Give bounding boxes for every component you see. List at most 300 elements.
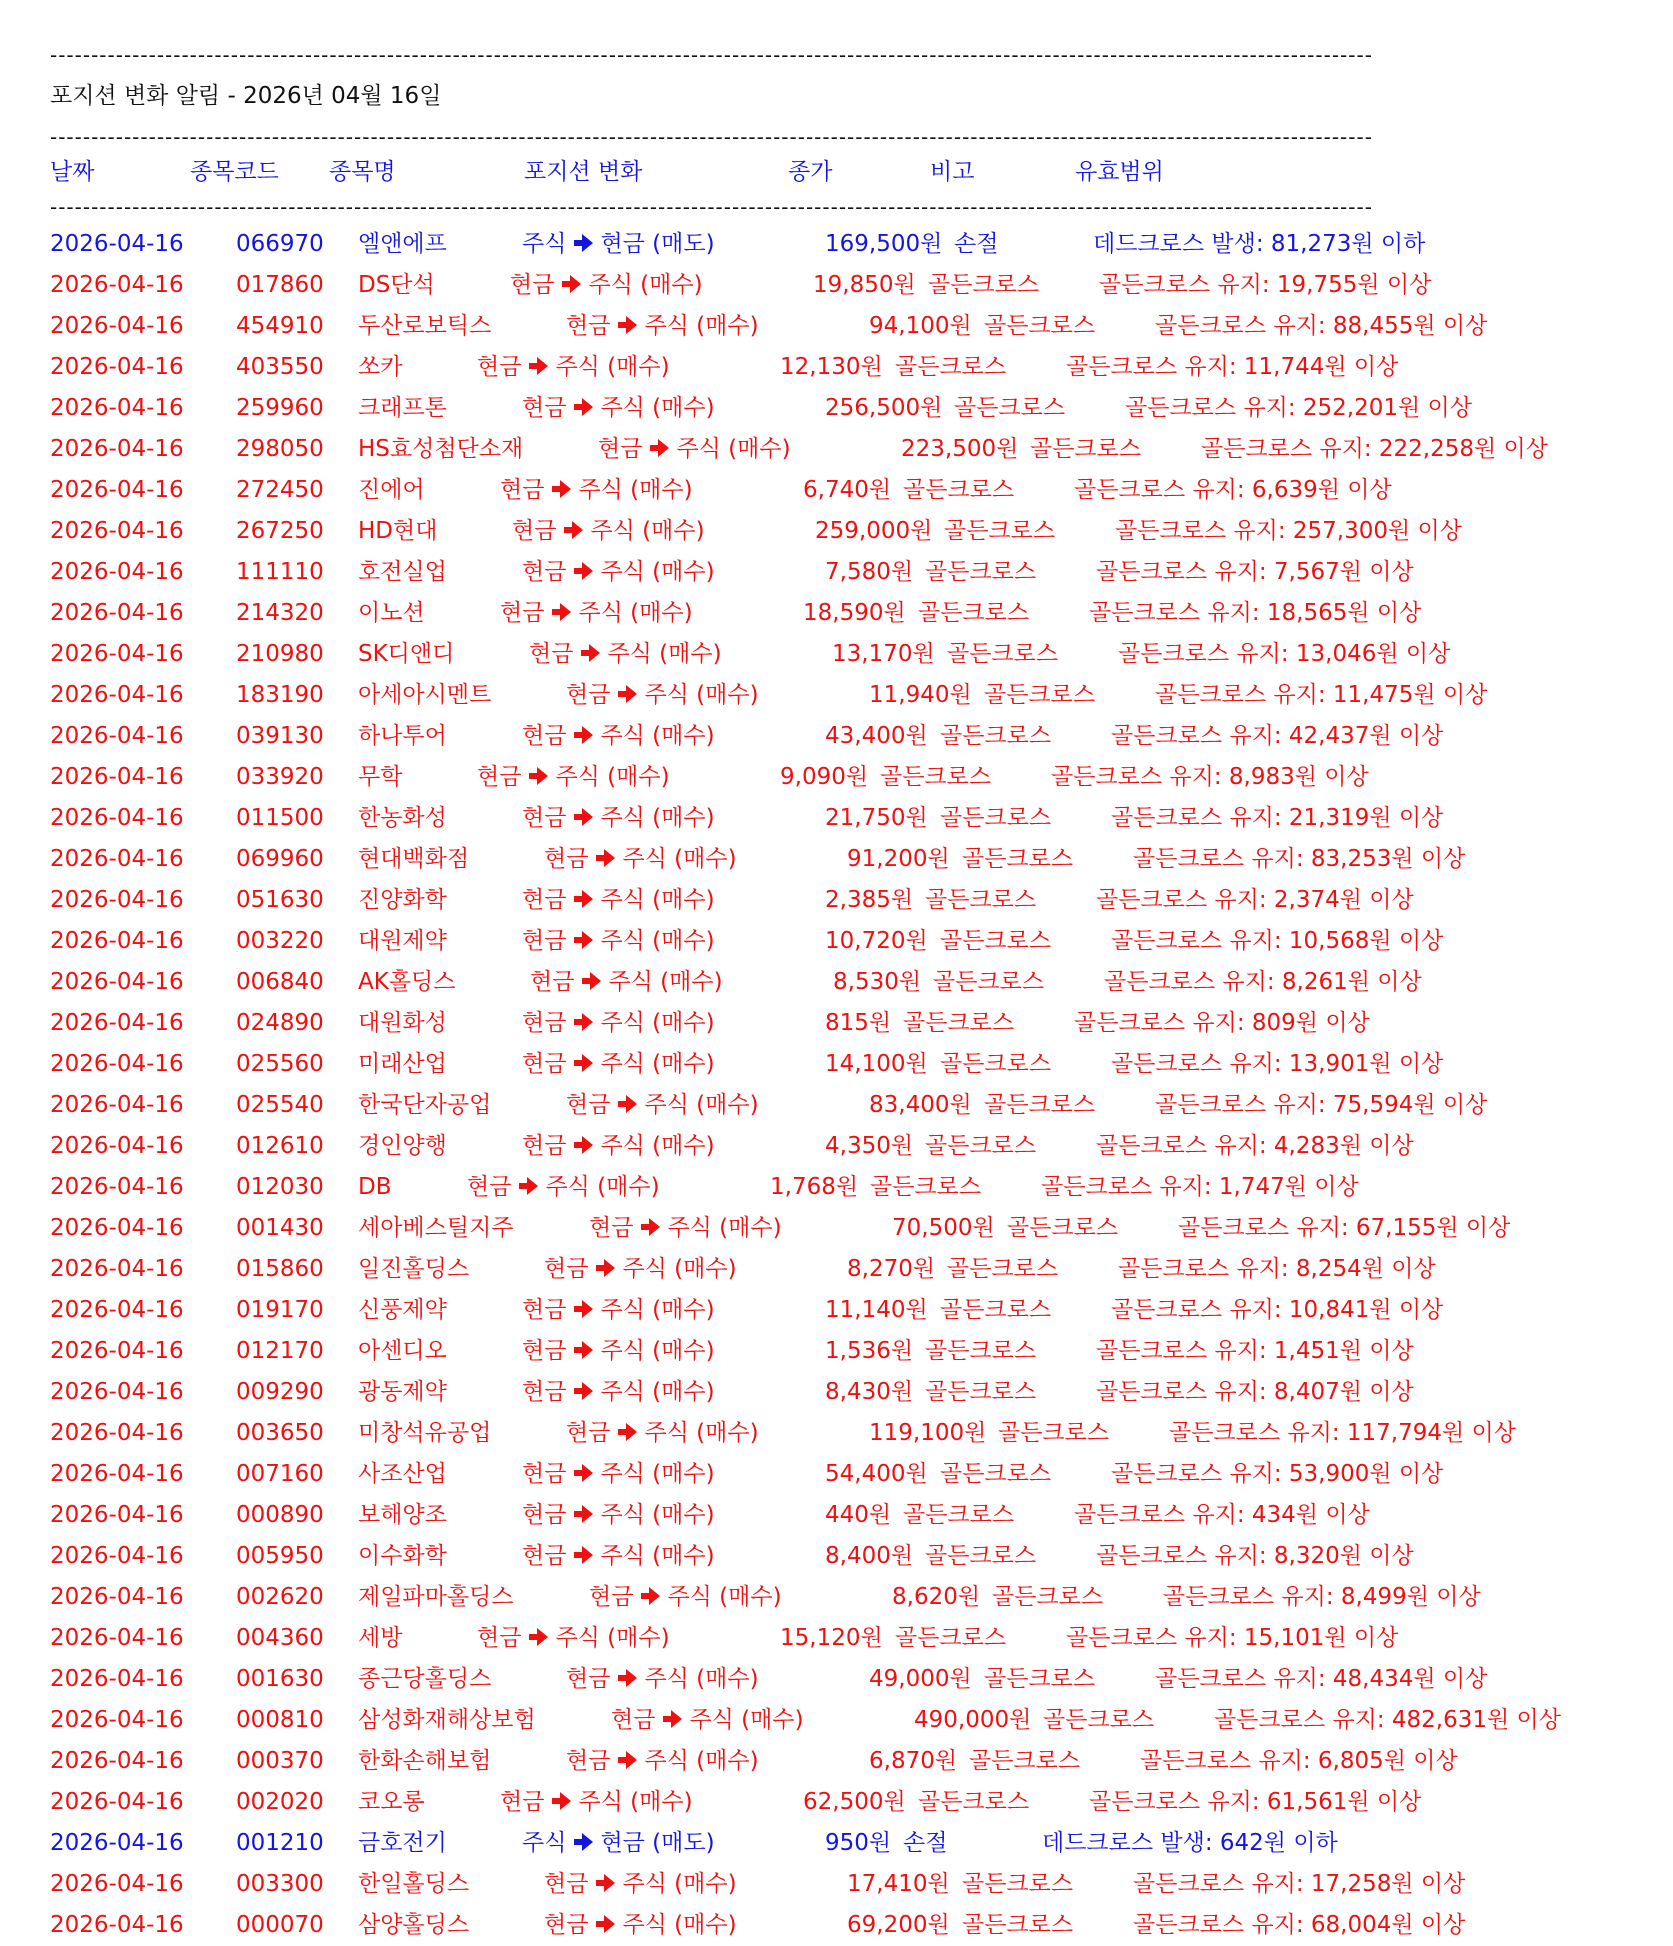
row-position-change bbox=[544, 1249, 737, 1290]
row-to: 주식 (매수) bbox=[644, 682, 759, 708]
right-arrow-icon bbox=[572, 560, 594, 582]
row-position-change bbox=[512, 511, 705, 552]
row-note: 골든크로스 bbox=[944, 518, 1056, 544]
row-note: 골든크로스 bbox=[903, 1502, 1015, 1528]
row-name: 삼성화재해상보험 bbox=[358, 1707, 536, 1733]
row-code: 002620 bbox=[236, 1584, 324, 1610]
row-note: 골든크로스 bbox=[992, 1584, 1104, 1610]
row-name: 종근당홀딩스 bbox=[358, 1666, 492, 1692]
row-to: 주식 (매수) bbox=[545, 1174, 660, 1200]
row-valid-range: 골든크로스 유지: 88,455원 이상 bbox=[1155, 313, 1488, 339]
table-row bbox=[50, 388, 1650, 429]
row-date: 2026-04-16 bbox=[50, 272, 184, 298]
table-row bbox=[50, 880, 1650, 921]
row-valid-range: 골든크로스 유지: 809원 이상 bbox=[1074, 1010, 1370, 1036]
row-from: 현금 bbox=[566, 1666, 611, 1692]
row-position-change bbox=[566, 1741, 759, 1782]
row-note: 골든크로스 bbox=[998, 1420, 1110, 1446]
table-row bbox=[50, 1782, 1650, 1823]
row-name: 미래산업 bbox=[358, 1051, 447, 1077]
row-name: 한농화성 bbox=[358, 805, 447, 831]
row-name: 금호전기 bbox=[358, 1830, 447, 1856]
row-code: 033920 bbox=[236, 764, 324, 790]
row-close-price: 70,500원 bbox=[892, 1215, 995, 1241]
row-date: 2026-04-16 bbox=[50, 1215, 184, 1241]
row-to: 주식 (매수) bbox=[667, 1584, 782, 1610]
row-note: 골든크로스 bbox=[984, 682, 1096, 708]
header-date: 날짜 bbox=[50, 159, 95, 185]
row-to: 주식 (매수) bbox=[644, 1092, 759, 1118]
right-arrow-icon bbox=[661, 1708, 683, 1730]
alert-document bbox=[50, 44, 1650, 1946]
right-arrow-icon bbox=[572, 888, 594, 910]
row-valid-range: 골든크로스 유지: 8,983원 이상 bbox=[1051, 764, 1369, 790]
row-valid-range: 골든크로스 유지: 15,101원 이상 bbox=[1066, 1625, 1399, 1651]
row-note: 골든크로스 bbox=[962, 1912, 1074, 1938]
row-date: 2026-04-16 bbox=[50, 682, 184, 708]
row-valid-range: 골든크로스 유지: 11,744원 이상 bbox=[1066, 354, 1399, 380]
row-position-change bbox=[598, 429, 791, 470]
row-note: 골든크로스 bbox=[940, 928, 1052, 954]
row-from: 현금 bbox=[512, 518, 557, 544]
row-valid-range: 골든크로스 유지: 11,475원 이상 bbox=[1155, 682, 1488, 708]
right-arrow-icon bbox=[550, 1790, 572, 1812]
table-row bbox=[50, 470, 1650, 511]
row-from: 현금 bbox=[589, 1215, 634, 1241]
row-name: 보해양조 bbox=[358, 1502, 447, 1528]
row-date: 2026-04-16 bbox=[50, 887, 184, 913]
row-from: 현금 bbox=[544, 1871, 589, 1897]
row-to: 주식 (매수) bbox=[600, 928, 715, 954]
row-date: 2026-04-16 bbox=[50, 1092, 184, 1118]
row-to: 주식 (매수) bbox=[600, 1338, 715, 1364]
row-valid-range: 골든크로스 유지: 53,900원 이상 bbox=[1111, 1461, 1444, 1487]
row-from: 현금 bbox=[522, 1051, 567, 1077]
right-arrow-icon bbox=[572, 232, 594, 254]
row-code: 183190 bbox=[236, 682, 324, 708]
table-row bbox=[50, 1659, 1650, 1700]
row-valid-range: 골든크로스 유지: 68,004원 이상 bbox=[1133, 1912, 1466, 1938]
row-from: 현금 bbox=[522, 1338, 567, 1364]
row-to: 주식 (매수) bbox=[578, 600, 693, 626]
right-arrow-icon bbox=[517, 1175, 539, 1197]
row-from: 현금 bbox=[522, 1502, 567, 1528]
row-close-price: 69,200원 bbox=[847, 1912, 950, 1938]
row-to: 현금 (매도) bbox=[600, 231, 715, 257]
header-range: 유효범위 bbox=[1075, 159, 1164, 185]
header-change: 포지션 변화 bbox=[524, 159, 643, 185]
row-position-change bbox=[522, 1126, 715, 1167]
row-code: 272450 bbox=[236, 477, 324, 503]
row-note: 골든크로스 bbox=[984, 1666, 1096, 1692]
row-date: 2026-04-16 bbox=[50, 1543, 184, 1569]
row-date: 2026-04-16 bbox=[50, 928, 184, 954]
row-name: 사조산업 bbox=[358, 1461, 447, 1487]
row-from: 현금 bbox=[611, 1707, 656, 1733]
row-note: 골든크로스 bbox=[870, 1174, 982, 1200]
row-date: 2026-04-16 bbox=[50, 723, 184, 749]
table-row bbox=[50, 1536, 1650, 1577]
row-date: 2026-04-16 bbox=[50, 477, 184, 503]
row-close-price: 15,120원 bbox=[780, 1625, 883, 1651]
row-code: 259960 bbox=[236, 395, 324, 421]
row-position-change bbox=[530, 962, 723, 1003]
table-row bbox=[50, 798, 1650, 839]
table-row bbox=[50, 1044, 1650, 1085]
row-code: 006840 bbox=[236, 969, 324, 995]
table-row bbox=[50, 1331, 1650, 1372]
row-name: 세아베스틸지주 bbox=[358, 1215, 514, 1241]
row-from: 현금 bbox=[477, 764, 522, 790]
row-code: 005950 bbox=[236, 1543, 324, 1569]
row-note: 골든크로스 bbox=[895, 1625, 1007, 1651]
row-note: 골든크로스 bbox=[947, 1256, 1059, 1282]
row-date: 2026-04-16 bbox=[50, 1625, 184, 1651]
row-valid-range: 골든크로스 유지: 6,639원 이상 bbox=[1074, 477, 1392, 503]
right-arrow-icon bbox=[616, 1749, 638, 1771]
row-date: 2026-04-16 bbox=[50, 1830, 184, 1856]
row-close-price: 2,385원 bbox=[825, 887, 914, 913]
row-position-change bbox=[522, 552, 715, 593]
row-close-price: 169,500원 bbox=[825, 231, 943, 257]
row-name: 한국단자공업 bbox=[358, 1092, 492, 1118]
row-position-change bbox=[589, 1577, 782, 1618]
row-close-price: 6,740원 bbox=[803, 477, 892, 503]
row-from: 현금 bbox=[522, 1133, 567, 1159]
row-note: 손절 bbox=[954, 231, 999, 257]
row-position-change bbox=[566, 1413, 759, 1454]
row-to: 주식 (매수) bbox=[600, 1543, 715, 1569]
row-from: 현금 bbox=[522, 1543, 567, 1569]
row-note: 골든크로스 bbox=[925, 1543, 1037, 1569]
row-close-price: 10,720원 bbox=[825, 928, 928, 954]
row-from: 현금 bbox=[477, 354, 522, 380]
alert-list bbox=[50, 224, 1650, 1946]
table-row bbox=[50, 1208, 1650, 1249]
row-code: 017860 bbox=[236, 272, 324, 298]
row-position-change bbox=[522, 1003, 715, 1044]
row-code: 111110 bbox=[236, 559, 324, 585]
right-arrow-icon bbox=[616, 1093, 638, 1115]
table-row bbox=[50, 1864, 1650, 1905]
header-code: 종목코드 bbox=[190, 159, 279, 185]
row-name: 두산로보틱스 bbox=[358, 313, 492, 339]
row-date: 2026-04-16 bbox=[50, 1379, 184, 1405]
row-close-price: 8,530원 bbox=[833, 969, 922, 995]
row-code: 012610 bbox=[236, 1133, 324, 1159]
row-to: 주식 (매수) bbox=[607, 641, 722, 667]
row-date: 2026-04-16 bbox=[50, 805, 184, 831]
right-arrow-icon bbox=[616, 314, 638, 336]
row-note: 골든크로스 bbox=[947, 641, 1059, 667]
row-code: 003220 bbox=[236, 928, 324, 954]
row-to: 주식 (매수) bbox=[600, 559, 715, 585]
row-name: AK홀딩스 bbox=[358, 969, 456, 995]
row-note: 골든크로스 bbox=[969, 1748, 1081, 1774]
row-name: 이노션 bbox=[358, 600, 425, 626]
row-code: 024890 bbox=[236, 1010, 324, 1036]
row-date: 2026-04-16 bbox=[50, 1256, 184, 1282]
row-code: 012170 bbox=[236, 1338, 324, 1364]
right-arrow-icon bbox=[616, 683, 638, 705]
row-close-price: 223,500원 bbox=[901, 436, 1019, 462]
row-name: 신풍제약 bbox=[358, 1297, 447, 1323]
row-date: 2026-04-16 bbox=[50, 1174, 184, 1200]
row-name: 세방 bbox=[358, 1625, 403, 1651]
row-valid-range: 골든크로스 유지: 13,901원 이상 bbox=[1111, 1051, 1444, 1077]
row-valid-range: 골든크로스 유지: 18,565원 이상 bbox=[1089, 600, 1422, 626]
row-position-change bbox=[522, 1290, 715, 1331]
table-header bbox=[50, 148, 1650, 196]
table-row bbox=[50, 429, 1650, 470]
right-arrow-icon bbox=[639, 1216, 661, 1238]
table-row bbox=[50, 1741, 1650, 1782]
row-position-change bbox=[522, 388, 715, 429]
row-position-change bbox=[500, 470, 693, 511]
header-note: 비고 bbox=[930, 159, 975, 185]
row-code: 015860 bbox=[236, 1256, 324, 1282]
row-date: 2026-04-16 bbox=[50, 1584, 184, 1610]
right-arrow-icon bbox=[616, 1667, 638, 1689]
row-to: 주식 (매수) bbox=[689, 1707, 804, 1733]
row-name: 미창석유공업 bbox=[358, 1420, 492, 1446]
row-from: 현금 bbox=[589, 1584, 634, 1610]
row-valid-range: 골든크로스 유지: 257,300원 이상 bbox=[1115, 518, 1462, 544]
row-name: 대원화성 bbox=[358, 1010, 447, 1036]
row-from: 현금 bbox=[477, 1625, 522, 1651]
row-to: 주식 (매수) bbox=[644, 1748, 759, 1774]
row-position-change bbox=[522, 224, 715, 265]
row-position-change bbox=[522, 921, 715, 962]
row-close-price: 7,580원 bbox=[825, 559, 914, 585]
right-arrow-icon bbox=[572, 1134, 594, 1156]
row-to: 주식 (매수) bbox=[600, 1051, 715, 1077]
row-note: 골든크로스 bbox=[984, 313, 1096, 339]
row-to: 주식 (매수) bbox=[600, 887, 715, 913]
row-to: 주식 (매수) bbox=[555, 764, 670, 790]
row-from: 현금 bbox=[544, 1912, 589, 1938]
row-date: 2026-04-16 bbox=[50, 846, 184, 872]
table-row bbox=[50, 224, 1650, 265]
row-code: 002020 bbox=[236, 1789, 324, 1815]
row-name: 진양화학 bbox=[358, 887, 447, 913]
row-from: 현금 bbox=[529, 641, 574, 667]
header-price: 종가 bbox=[788, 159, 833, 185]
row-note: 골든크로스 bbox=[925, 559, 1037, 585]
right-arrow-icon bbox=[527, 1626, 549, 1648]
row-close-price: 8,430원 bbox=[825, 1379, 914, 1405]
row-code: 003300 bbox=[236, 1871, 324, 1897]
row-code: 011500 bbox=[236, 805, 324, 831]
row-code: 019170 bbox=[236, 1297, 324, 1323]
table-row bbox=[50, 1823, 1650, 1864]
row-note: 골든크로스 bbox=[940, 805, 1052, 831]
row-note: 골든크로스 bbox=[895, 354, 1007, 380]
row-date: 2026-04-16 bbox=[50, 1010, 184, 1036]
row-valid-range: 골든크로스 유지: 8,261원 이상 bbox=[1104, 969, 1422, 995]
row-date: 2026-04-16 bbox=[50, 1461, 184, 1487]
row-to: 주식 (매수) bbox=[600, 1010, 715, 1036]
right-arrow-icon bbox=[580, 970, 602, 992]
right-arrow-icon bbox=[527, 355, 549, 377]
row-position-change bbox=[566, 1659, 759, 1700]
row-date: 2026-04-16 bbox=[50, 313, 184, 339]
row-position-change bbox=[500, 1782, 693, 1823]
row-valid-range: 골든크로스 유지: 13,046원 이상 bbox=[1118, 641, 1451, 667]
row-code: 025540 bbox=[236, 1092, 324, 1118]
row-code: 025560 bbox=[236, 1051, 324, 1077]
row-code: 403550 bbox=[236, 354, 324, 380]
row-from: 현금 bbox=[522, 887, 567, 913]
row-valid-range: 골든크로스 유지: 61,561원 이상 bbox=[1089, 1789, 1422, 1815]
table-row bbox=[50, 347, 1650, 388]
row-position-change bbox=[522, 1044, 715, 1085]
row-name: 호전실업 bbox=[358, 559, 447, 585]
row-note: 골든크로스 bbox=[1043, 1707, 1155, 1733]
row-close-price: 6,870원 bbox=[869, 1748, 958, 1774]
row-from: 현금 bbox=[522, 723, 567, 749]
row-position-change bbox=[522, 1454, 715, 1495]
row-code: 069960 bbox=[236, 846, 324, 872]
table-row bbox=[50, 921, 1650, 962]
row-date: 2026-04-16 bbox=[50, 600, 184, 626]
table-row bbox=[50, 1085, 1650, 1126]
right-arrow-icon bbox=[550, 601, 572, 623]
row-code: 214320 bbox=[236, 600, 324, 626]
row-valid-range: 골든크로스 유지: 1,451원 이상 bbox=[1096, 1338, 1414, 1364]
row-code: 000810 bbox=[236, 1707, 324, 1733]
row-to: 주식 (매수) bbox=[600, 1461, 715, 1487]
row-valid-range: 골든크로스 유지: 42,437원 이상 bbox=[1111, 723, 1444, 749]
row-position-change bbox=[477, 757, 670, 798]
row-note: 골든크로스 bbox=[940, 1461, 1052, 1487]
row-close-price: 11,940원 bbox=[869, 682, 972, 708]
row-valid-range: 골든크로스 유지: 222,258원 이상 bbox=[1201, 436, 1548, 462]
row-close-price: 49,000원 bbox=[869, 1666, 972, 1692]
row-close-price: 8,620원 bbox=[892, 1584, 981, 1610]
row-from: 현금 bbox=[500, 1789, 545, 1815]
row-from: 현금 bbox=[566, 313, 611, 339]
row-name: 제일파마홀딩스 bbox=[358, 1584, 514, 1610]
row-code: 012030 bbox=[236, 1174, 324, 1200]
row-position-change bbox=[522, 880, 715, 921]
right-arrow-icon bbox=[639, 1585, 661, 1607]
row-to: 주식 (매수) bbox=[590, 518, 705, 544]
row-code: 003650 bbox=[236, 1420, 324, 1446]
right-arrow-icon bbox=[594, 1913, 616, 1935]
table-row bbox=[50, 552, 1650, 593]
row-position-change bbox=[566, 675, 759, 716]
row-note: 손절 bbox=[903, 1830, 948, 1856]
row-to: 주식 (매수) bbox=[676, 436, 791, 462]
row-valid-range: 골든크로스 유지: 83,253원 이상 bbox=[1133, 846, 1466, 872]
row-valid-range: 골든크로스 유지: 6,805원 이상 bbox=[1140, 1748, 1458, 1774]
right-arrow-icon bbox=[562, 519, 584, 541]
row-close-price: 1,536원 bbox=[825, 1338, 914, 1364]
row-code: 210980 bbox=[236, 641, 324, 667]
row-name: 쏘카 bbox=[358, 354, 403, 380]
row-date: 2026-04-16 bbox=[50, 231, 184, 257]
row-to: 주식 (매수) bbox=[622, 1256, 737, 1282]
row-from: 현금 bbox=[544, 1256, 589, 1282]
row-code: 001630 bbox=[236, 1666, 324, 1692]
row-note: 골든크로스 bbox=[984, 1092, 1096, 1118]
row-code: 039130 bbox=[236, 723, 324, 749]
table-row bbox=[50, 1577, 1650, 1618]
row-to: 주식 (매수) bbox=[600, 723, 715, 749]
row-to: 주식 (매수) bbox=[588, 272, 703, 298]
row-position-change bbox=[477, 347, 670, 388]
row-to: 주식 (매수) bbox=[644, 1666, 759, 1692]
row-close-price: 9,090원 bbox=[780, 764, 869, 790]
row-from: 주식 bbox=[522, 1830, 567, 1856]
row-date: 2026-04-16 bbox=[50, 969, 184, 995]
table-row bbox=[50, 1290, 1650, 1331]
row-valid-range: 골든크로스 유지: 48,434원 이상 bbox=[1155, 1666, 1488, 1692]
row-valid-range: 데드크로스 발생: 81,273원 이하 bbox=[1093, 231, 1426, 257]
separator-line: ----------------------------------------------------------------------------------------------------------------------------------------------------------------- bbox=[50, 126, 1373, 148]
row-note: 골든크로스 bbox=[925, 1133, 1037, 1159]
row-name: 아세아시멘트 bbox=[358, 682, 492, 708]
page-title: 포지션 변화 알림 - 2026년 04월 16일 bbox=[50, 83, 442, 109]
row-from: 현금 bbox=[500, 600, 545, 626]
row-position-change bbox=[522, 1331, 715, 1372]
row-name: HS효성첨단소재 bbox=[358, 436, 524, 462]
row-name: 코오롱 bbox=[358, 1789, 425, 1815]
right-arrow-icon bbox=[572, 1052, 594, 1074]
table-row bbox=[50, 1618, 1650, 1659]
row-valid-range: 데드크로스 발생: 642원 이하 bbox=[1042, 1830, 1338, 1856]
right-arrow-icon bbox=[594, 1257, 616, 1279]
row-to: 주식 (매수) bbox=[600, 1297, 715, 1323]
right-arrow-icon bbox=[579, 642, 601, 664]
row-close-price: 91,200원 bbox=[847, 846, 950, 872]
right-arrow-icon bbox=[572, 1831, 594, 1853]
row-from: 현금 bbox=[522, 928, 567, 954]
row-from: 현금 bbox=[522, 805, 567, 831]
row-code: 454910 bbox=[236, 313, 324, 339]
row-close-price: 440원 bbox=[825, 1502, 892, 1528]
table-row bbox=[50, 1700, 1650, 1741]
row-position-change bbox=[522, 798, 715, 839]
row-name: 진에어 bbox=[358, 477, 425, 503]
table-row bbox=[50, 1249, 1650, 1290]
row-date: 2026-04-16 bbox=[50, 559, 184, 585]
row-from: 현금 bbox=[522, 1010, 567, 1036]
row-close-price: 119,100원 bbox=[869, 1420, 987, 1446]
row-valid-range: 골든크로스 유지: 8,254원 이상 bbox=[1118, 1256, 1436, 1282]
row-code: 004360 bbox=[236, 1625, 324, 1651]
table-row bbox=[50, 1454, 1650, 1495]
row-to: 주식 (매수) bbox=[622, 1871, 737, 1897]
row-close-price: 83,400원 bbox=[869, 1092, 972, 1118]
row-from: 현금 bbox=[510, 272, 555, 298]
row-to: 주식 (매수) bbox=[578, 477, 693, 503]
separator-line: ----------------------------------------------------------------------------------------------------------------------------------------------------------------- bbox=[50, 44, 1373, 66]
row-from: 주식 bbox=[522, 231, 567, 257]
row-date: 2026-04-16 bbox=[50, 1912, 184, 1938]
row-to: 주식 (매수) bbox=[600, 805, 715, 831]
row-close-price: 11,140원 bbox=[825, 1297, 928, 1323]
row-from: 현금 bbox=[544, 846, 589, 872]
row-close-price: 1,768원 bbox=[770, 1174, 859, 1200]
row-name: 경인양행 bbox=[358, 1133, 447, 1159]
row-date: 2026-04-16 bbox=[50, 1748, 184, 1774]
row-code: 000070 bbox=[236, 1912, 324, 1938]
row-name: 현대백화점 bbox=[358, 846, 470, 872]
row-to: 주식 (매수) bbox=[644, 313, 759, 339]
row-name: 이수화학 bbox=[358, 1543, 447, 1569]
